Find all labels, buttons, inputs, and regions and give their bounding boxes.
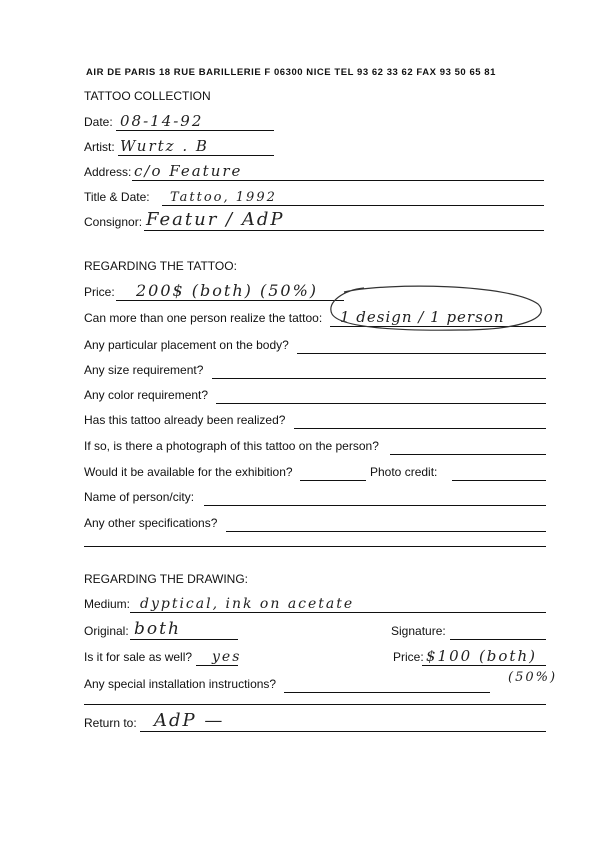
tattoo-price-line	[116, 300, 344, 301]
original-field[interactable]	[84, 619, 546, 640]
installation-field[interactable]	[84, 675, 546, 693]
title-date-label: Title & Date:	[84, 190, 150, 204]
photograph-field[interactable]	[84, 437, 546, 455]
installation-extra-line	[84, 704, 546, 705]
artist-field[interactable]	[84, 138, 284, 156]
return-to-value: AdP —	[154, 710, 225, 731]
color-label: Any color requirement?	[84, 388, 209, 402]
drawing-price-note: (50%)	[508, 670, 558, 685]
available-line	[300, 480, 366, 481]
available-field[interactable]	[84, 463, 546, 481]
color-line	[216, 403, 546, 404]
address-label: Address:	[84, 165, 132, 179]
tattoo-price-label: Price:	[84, 285, 115, 299]
consignor-label: Consignor:	[84, 215, 143, 229]
size-line	[212, 378, 546, 379]
title-date-field[interactable]	[84, 188, 544, 206]
form-title: TATTOO COLLECTION	[84, 89, 211, 103]
return-to-label: Return to:	[84, 716, 137, 730]
date-label: Date:	[84, 115, 113, 129]
medium-value: dyptical, ink on acetate	[140, 596, 355, 612]
for-sale-label: Is it for sale as well?	[84, 650, 193, 664]
artist-line	[118, 155, 274, 156]
address-line	[132, 180, 544, 181]
available-label: Would it be available for the exhibition?	[84, 465, 293, 479]
installation-line	[284, 692, 490, 693]
other-specs-field[interactable]	[84, 514, 546, 532]
drawing-price-value: $100 (both)	[426, 647, 537, 665]
color-field[interactable]	[84, 386, 546, 404]
size-label: Any size requirement?	[84, 363, 204, 377]
installation-label: Any special installation instructions?	[84, 677, 277, 691]
return-to-field[interactable]	[84, 710, 546, 732]
person-city-field[interactable]	[84, 488, 546, 506]
handwritten-circle	[320, 282, 550, 336]
drawing-price-label: Price:	[393, 650, 424, 664]
tattoo-price-value: 200$ (both) (50%)	[136, 281, 319, 300]
person-city-line	[204, 505, 546, 506]
address-field[interactable]	[84, 163, 544, 181]
medium-line	[130, 612, 546, 613]
for-sale-line	[196, 665, 238, 666]
drawing-section-heading: REGARDING THE DRAWING:	[84, 572, 249, 586]
letterhead: AIR DE PARIS 18 RUE BARILLERIE F 06300 NICE TEL 93 62 33 62 FAX 93 50 65 81	[86, 67, 496, 78]
original-value: both	[134, 619, 181, 639]
address-value: c/o Feature	[134, 162, 243, 180]
title-date-value: Tattoo, 1992	[170, 190, 277, 205]
size-field[interactable]	[84, 361, 546, 379]
title-date-line	[162, 205, 544, 206]
other-specs-label: Any other specifications?	[84, 516, 218, 530]
for-sale-field[interactable]	[84, 648, 546, 666]
placement-line	[297, 353, 546, 354]
original-line	[130, 639, 238, 640]
consignor-line	[144, 230, 544, 231]
realized-field[interactable]	[84, 411, 546, 429]
photo-credit-label: Photo credit:	[370, 465, 438, 479]
tattoo-section-heading: REGARDING THE TATTOO:	[84, 259, 237, 273]
original-label: Original:	[84, 624, 129, 638]
placement-label: Any particular placement on the body?	[84, 338, 289, 352]
for-sale-value: yes	[212, 649, 242, 665]
date-field[interactable]	[84, 113, 284, 131]
medium-field[interactable]	[84, 595, 546, 613]
other-specs-extra-line	[84, 546, 546, 547]
more-than-one-value: 1 design / 1 person	[340, 308, 505, 326]
placement-field[interactable]	[84, 336, 546, 354]
artist-label: Artist:	[84, 140, 115, 154]
medium-label: Medium:	[84, 597, 131, 611]
drawing-price-line	[422, 665, 546, 666]
person-city-label: Name of person/city:	[84, 490, 195, 504]
realized-line	[294, 428, 546, 429]
return-to-line	[140, 731, 546, 732]
other-specs-line	[226, 531, 546, 532]
photograph-line	[390, 454, 546, 455]
date-value: 08-14-92	[120, 112, 204, 130]
more-than-one-label: Can more than one person realize the tattoo:	[84, 311, 323, 325]
consignor-field[interactable]	[84, 209, 544, 231]
realized-label: Has this tattoo already been realized?	[84, 413, 286, 427]
consignor-value: Featur / AdP	[146, 209, 285, 230]
date-line	[116, 130, 274, 131]
artist-value: Wurtz . B	[120, 137, 209, 155]
photo-credit-line	[452, 480, 546, 481]
signature-label: Signature:	[391, 624, 446, 638]
tattoo-price-field[interactable]	[84, 283, 344, 301]
signature-line	[450, 639, 546, 640]
photograph-label: If so, is there a photograph of this tattoo on the person?	[84, 439, 379, 453]
